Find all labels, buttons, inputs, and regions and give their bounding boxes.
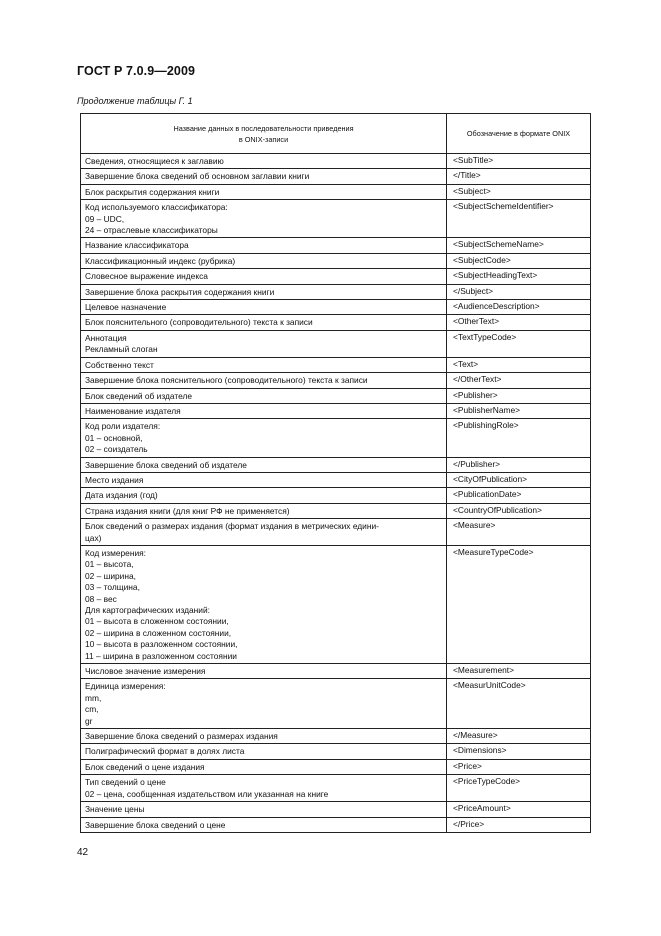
onix-code-cell: <Dimensions>: [447, 744, 591, 759]
onix-code-cell: <Subject>: [447, 184, 591, 199]
data-name-cell: Код измерения: 01 – высота, 02 – ширина, 03 – толщина, 08 – вес Для картографических изданий: 01 – высота в сложенном состоянии, 02 – ширина в сложенном состоянии, 10 – высота в разложенном состоянии, 11 – ширина в разложенном состоянии: [81, 545, 447, 663]
table-row: [81, 169, 591, 184]
onix-code-cell: <Price>: [447, 759, 591, 774]
table-row: [81, 300, 591, 315]
onix-code-cell: </Price>: [447, 817, 591, 832]
data-name-cell: Дата издания (год): [81, 488, 447, 503]
table-row: [81, 457, 591, 472]
table-row: [81, 154, 591, 169]
onix-code-cell: <SubjectSchemeIdentifier>: [447, 200, 591, 238]
table-row: [81, 488, 591, 503]
table-caption: Продолжение таблицы Г. 1: [77, 96, 193, 106]
onix-code-cell: <TextTypeCode>: [447, 330, 591, 357]
document-code: ГОСТ Р 7.0.9—2009: [77, 64, 196, 78]
data-name-cell: Блок сведений об издателе: [81, 388, 447, 403]
table-row: [81, 679, 591, 729]
onix-code-cell: </Subject>: [447, 284, 591, 299]
onix-code-cell: <AudienceDescription>: [447, 300, 591, 315]
table-row: [81, 503, 591, 518]
onix-code-cell: <MeasureTypeCode>: [447, 545, 591, 663]
onix-code-cell: <PublishingRole>: [447, 419, 591, 457]
onix-code-cell: <SubjectSchemeName>: [447, 238, 591, 253]
data-name-cell: Тип сведений о цене 02 – цена, сообщенная издательством или указанная на книге: [81, 775, 447, 802]
onix-code-cell: <CountryOfPublication>: [447, 503, 591, 518]
onix-code-cell: </Publisher>: [447, 457, 591, 472]
onix-code-cell: <Measurement>: [447, 664, 591, 679]
table-row: [81, 664, 591, 679]
data-name-cell: Единица измерения: mm, cm, gr: [81, 679, 447, 729]
table-row: [81, 802, 591, 817]
data-name-cell: Код роли издателя: 01 – основной, 02 – соиздатель: [81, 419, 447, 457]
table-body: [81, 154, 591, 833]
table-header-row: [81, 114, 591, 154]
table-row: [81, 817, 591, 832]
onix-code-cell: <MeasurUnitCode>: [447, 679, 591, 729]
table-row: [81, 284, 591, 299]
onix-code-cell: <OtherText>: [447, 315, 591, 330]
data-name-cell: Завершение блока сведений об издателе: [81, 457, 447, 472]
onix-code-cell: <PublisherName>: [447, 403, 591, 418]
table-row: [81, 729, 591, 744]
table-row: [81, 330, 591, 357]
onix-code-cell: <SubjectHeadingText>: [447, 269, 591, 284]
table-row: [81, 759, 591, 774]
onix-code-cell: </Measure>: [447, 729, 591, 744]
data-name-cell: Завершение блока пояснительного (сопроводительного) текста к записи: [81, 373, 447, 388]
data-name-cell: Завершение блока раскрытия содержания книги: [81, 284, 447, 299]
data-name-cell: Блок раскрытия содержания книги: [81, 184, 447, 199]
table-row: [81, 388, 591, 403]
data-name-cell: Числовое значение измерения: [81, 664, 447, 679]
column-header-onix: Обозначение в формате ONIX: [447, 114, 591, 154]
data-name-cell: Словесное выражение индекса: [81, 269, 447, 284]
data-name-cell: Значение цены: [81, 802, 447, 817]
table-row: [81, 269, 591, 284]
data-name-cell: Код используемого классификатора: 09 – UDC, 24 – отраслевые классификаторы: [81, 200, 447, 238]
table-row: [81, 744, 591, 759]
table-row: [81, 519, 591, 546]
data-name-cell: Полиграфический формат в долях листа: [81, 744, 447, 759]
onix-code-cell: <SubjectCode>: [447, 253, 591, 268]
onix-code-cell: <PriceAmount>: [447, 802, 591, 817]
data-name-cell: Место издания: [81, 472, 447, 487]
data-name-cell: Блок пояснительного (сопроводительного) текста к записи: [81, 315, 447, 330]
page-number: 42: [77, 847, 89, 858]
onix-code-cell: <Text>: [447, 357, 591, 372]
table-row: [81, 253, 591, 268]
data-name-cell: Название классификатора: [81, 238, 447, 253]
table-row: [81, 238, 591, 253]
table-row: [81, 200, 591, 238]
data-name-cell: Аннотация Рекламный слоган: [81, 330, 447, 357]
data-name-cell: Сведения, относящиеся к заглавию: [81, 154, 447, 169]
data-name-cell: Завершение блока сведений об основном заглавии книги: [81, 169, 447, 184]
onix-code-cell: </Title>: [447, 169, 591, 184]
onix-code-cell: <CityOfPublication>: [447, 472, 591, 487]
table-row: [81, 775, 591, 802]
onix-code-cell: <Publisher>: [447, 388, 591, 403]
table-row: [81, 357, 591, 372]
data-name-cell: Страна издания книги (для книг РФ не применяется): [81, 503, 447, 518]
onix-code-cell: <PriceTypeCode>: [447, 775, 591, 802]
data-name-cell: Завершение блока сведений о размерах издания: [81, 729, 447, 744]
onix-code-cell: <PublicationDate>: [447, 488, 591, 503]
table-row: [81, 419, 591, 457]
table-row: [81, 403, 591, 418]
table-row: [81, 472, 591, 487]
column-header-name: Название данных в последовательности приведения в ONIX-записи: [81, 114, 447, 154]
data-name-cell: Блок сведений о цене издания: [81, 759, 447, 774]
onix-code-cell: </OtherText>: [447, 373, 591, 388]
data-name-cell: Наименование издателя: [81, 403, 447, 418]
data-name-cell: Блок сведений о размерах издания (формат издания в метрических едини- цах): [81, 519, 447, 546]
data-name-cell: Целевое назначение: [81, 300, 447, 315]
table-row: [81, 315, 591, 330]
data-name-cell: Классификационный индекс (рубрика): [81, 253, 447, 268]
onix-code-cell: <SubTitle>: [447, 154, 591, 169]
onix-table: [80, 113, 591, 833]
table-row: [81, 184, 591, 199]
table-row: [81, 373, 591, 388]
table-row: [81, 545, 591, 663]
data-name-cell: Завершение блока сведений о цене: [81, 817, 447, 832]
onix-code-cell: <Measure>: [447, 519, 591, 546]
data-name-cell: Собственно текст: [81, 357, 447, 372]
